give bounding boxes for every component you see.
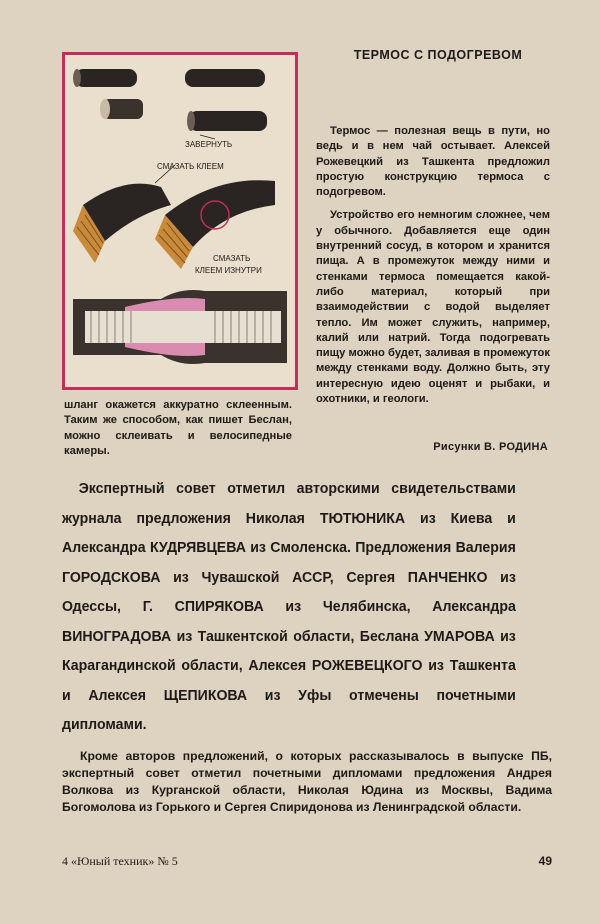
- article-paragraph: Термос — полезная вещь в пути, но ведь и в нем чай остывает. Алексей Рожевецкий из Ташкента предложил простую конструкцию термоса с подогревом.: [316, 125, 550, 199]
- article-body: [316, 124, 550, 415]
- additional-awards-text: Кроме авторов предложений, о которых рассказывалось в выпуске ПБ, экспертный совет отметил почетными дипломами предложения Андрея Волкова из Курганской области, Николая Юдина из Москвы, Вадима Богомолова из Горького и Сергея Спиридонова из Ленинградской области.: [62, 749, 552, 814]
- hose-note: [64, 398, 292, 459]
- tube-piece: [75, 69, 137, 87]
- sleeve-end: [100, 99, 110, 119]
- pointer-line: [200, 135, 215, 139]
- hose-repair-illustration: [65, 55, 295, 387]
- expert-council-text: Экспертный совет отметил авторскими свидетельствами журнала предложения Николая ТЮТЮНИКА из Киева и Александра КУДРЯВЦЕВА из Смоленска. Предложения Валерия ГОРОДСКОВА из Чувашской АССР, Сергея ПАНЧЕНКО из Одессы, Г. СПИРЯКОВА из Челябинска, Александра ВИНОГРАДОВА из Ташкентской области, Беслана УМАРОВА из Карагандинской области, Алексея РОЖЕВЕЦКОГО из Ташкента и Алексея ЩЕПИКОВА из Уфы отмечены почетными дипломами.: [62, 480, 516, 733]
- label-glue-inside-2: КЛЕЕМ ИЗНУТРИ: [195, 266, 262, 275]
- footer-magazine-issue: 4 «Юный техник» № 5: [62, 854, 178, 868]
- hose-note-text: шланг окажется аккуратно склеенным. Таким же способом, как пишет Беслан, можно склеивать и велосипедные камеры.: [64, 399, 292, 457]
- article-paragraph: Устройство его немногим сложнее, чем у обычного. Добавляется еще один внутренний сосуд, в котором и хранится пища. А в промежуток между ними и стенками термоса помещается какой-либо материал, который при взаимодействии с водой выделяет тепло. Им может служить, например, калий или натрий. Тогда подогревать пищу можно будет, заливая в промежуток между стенками воду. Должно быть, эту интересную идею оценят и рыбаки, и охотники, и геологи.: [316, 209, 550, 406]
- page-number: 49: [538, 854, 552, 868]
- label-glue-inside-1: СМАЗАТЬ: [213, 254, 251, 263]
- label-screw: ЗАВЕРНУТЬ: [185, 140, 233, 149]
- tube-piece: [189, 111, 267, 131]
- illustration-credit: Рисунки В. РОДИНА: [433, 441, 548, 453]
- article-title: ТЕРМОС С ПОДОГРЕВОМ: [353, 48, 523, 62]
- tube-end: [187, 111, 195, 131]
- illustration-frame: [62, 52, 298, 390]
- expert-council-section: [62, 474, 516, 740]
- tube-piece: [185, 69, 265, 87]
- label-glue: СМАЗАТЬ КЛЕЕМ: [157, 162, 224, 171]
- hose-section-inner: [85, 311, 281, 343]
- tube-end: [73, 69, 81, 87]
- additional-awards-section: [62, 748, 552, 816]
